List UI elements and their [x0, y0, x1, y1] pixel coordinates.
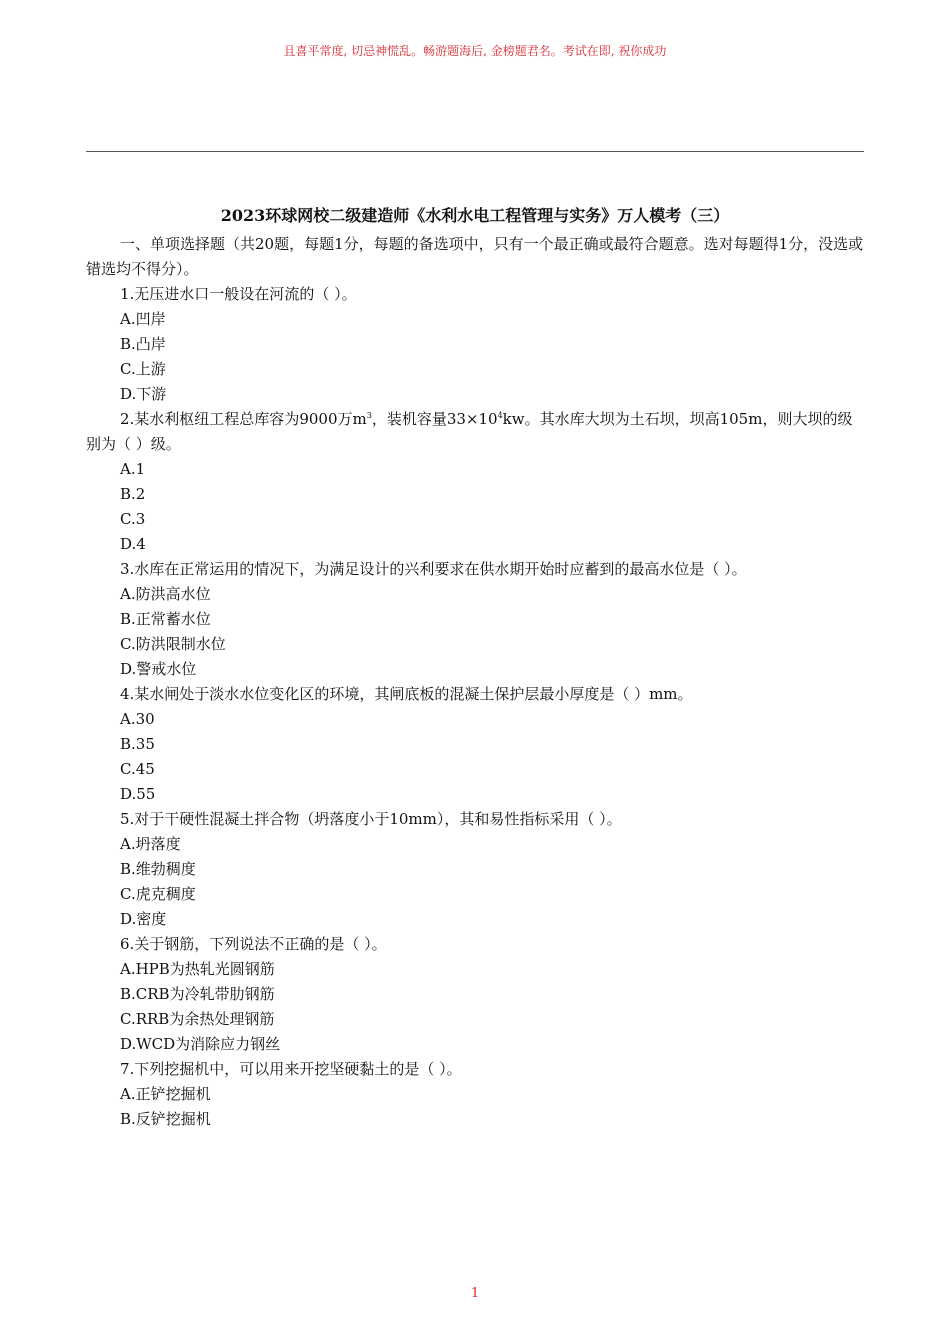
question-2-option-b: B.2 [120, 485, 146, 503]
question-6-option-d: D.WCD为消除应力钢丝 [120, 1035, 281, 1053]
question-3-option-d: D.警戒水位 [120, 660, 197, 678]
page-number: 1 [470, 1286, 480, 1301]
question-4-option-a: A.30 [120, 710, 155, 728]
question-4-option-c: C.45 [120, 760, 155, 778]
question-2-power-exponent: 4 [497, 411, 503, 420]
question-5-option-d: D.密度 [120, 910, 167, 928]
question-4-option-d: D.55 [120, 785, 156, 803]
document-body [86, 232, 864, 1132]
question-5-option-a: A.坍落度 [120, 835, 181, 853]
question-3-option-a: A.防洪高水位 [120, 585, 211, 603]
question-2-option-a: A.1 [120, 460, 146, 478]
question-1-option-b: B.凸岸 [120, 335, 166, 353]
document-title: 2023环球网校二级建造师《水利水电工程管理与实务》万人模考（三） [220, 206, 730, 225]
question-6-stem: 6.关于钢筋，下列说法不正确的是（ ）。 [120, 935, 387, 953]
question-6-option-c: C.RRB为余热处理钢筋 [120, 1010, 275, 1028]
question-5-stem: 5.对于干硬性混凝土拌合物（坍落度小于10mm），其和易性指标采用（ ）。 [120, 810, 622, 828]
question-2-option-c: C.3 [120, 510, 146, 528]
question-6-option-b: B.CRB为冷轧带肋钢筋 [120, 985, 275, 1003]
section-intro: 一、单项选择题（共20题，每题1分，每题的备选项中，只有一个最正确或最符合题意。选对每题得1分，没选或错选均不得分）。 [86, 235, 864, 278]
header-divider [86, 151, 864, 152]
question-7-stem: 7.下列挖掘机中，可以用来开挖坚硬黏土的是（ ）。 [120, 1060, 462, 1078]
question-1-stem: 1.无压进水口一般设在河流的（ ）。 [120, 285, 357, 303]
header-motto: 且喜平常度, 切忌神慌乱。畅游题海后, 金榜题君名。考试在即, 祝你成功 [283, 44, 667, 58]
question-1-option-d: D.下游 [120, 385, 167, 403]
question-2-stem [86, 407, 864, 457]
question-1-option-c: C.上游 [120, 360, 166, 378]
question-7-option-b: B.反铲挖掘机 [120, 1110, 211, 1128]
question-6-option-a: A.HPB为热轧光圆钢筋 [120, 960, 275, 978]
question-5-option-b: B.维勃稠度 [120, 860, 196, 878]
question-3-stem: 3.水库在正常运用的情况下，为满足设计的兴利要求在供水期开始时应蓄到的最高水位是（ ）。 [120, 560, 747, 578]
question-5-option-c: C.虎克稠度 [120, 885, 196, 903]
question-3-option-c: C.防洪限制水位 [120, 635, 226, 653]
question-3-option-b: B.正常蓄水位 [120, 610, 211, 628]
question-2-unit-exponent: 3 [366, 411, 372, 420]
question-2-stem-part1: 2.某水利枢纽工程总库容为9000万m [120, 410, 367, 428]
question-7-option-a: A.正铲挖掘机 [120, 1085, 211, 1103]
question-1-option-a: A.凹岸 [120, 310, 166, 328]
question-2-stem-part3: kw。其水库大坝为土石坝，坝高105m，则大坝的级别为（ ）级。 [86, 410, 853, 453]
question-4-stem: 4.某水闸处于淡水水位变化区的环境，其闸底板的混凝土保护层最小厚度是（ ）mm。 [120, 685, 693, 703]
question-2-stem-part2: ，装机容量33×10 [371, 410, 498, 428]
question-4-option-b: B.35 [120, 735, 155, 753]
question-2-option-d: D.4 [120, 535, 146, 553]
